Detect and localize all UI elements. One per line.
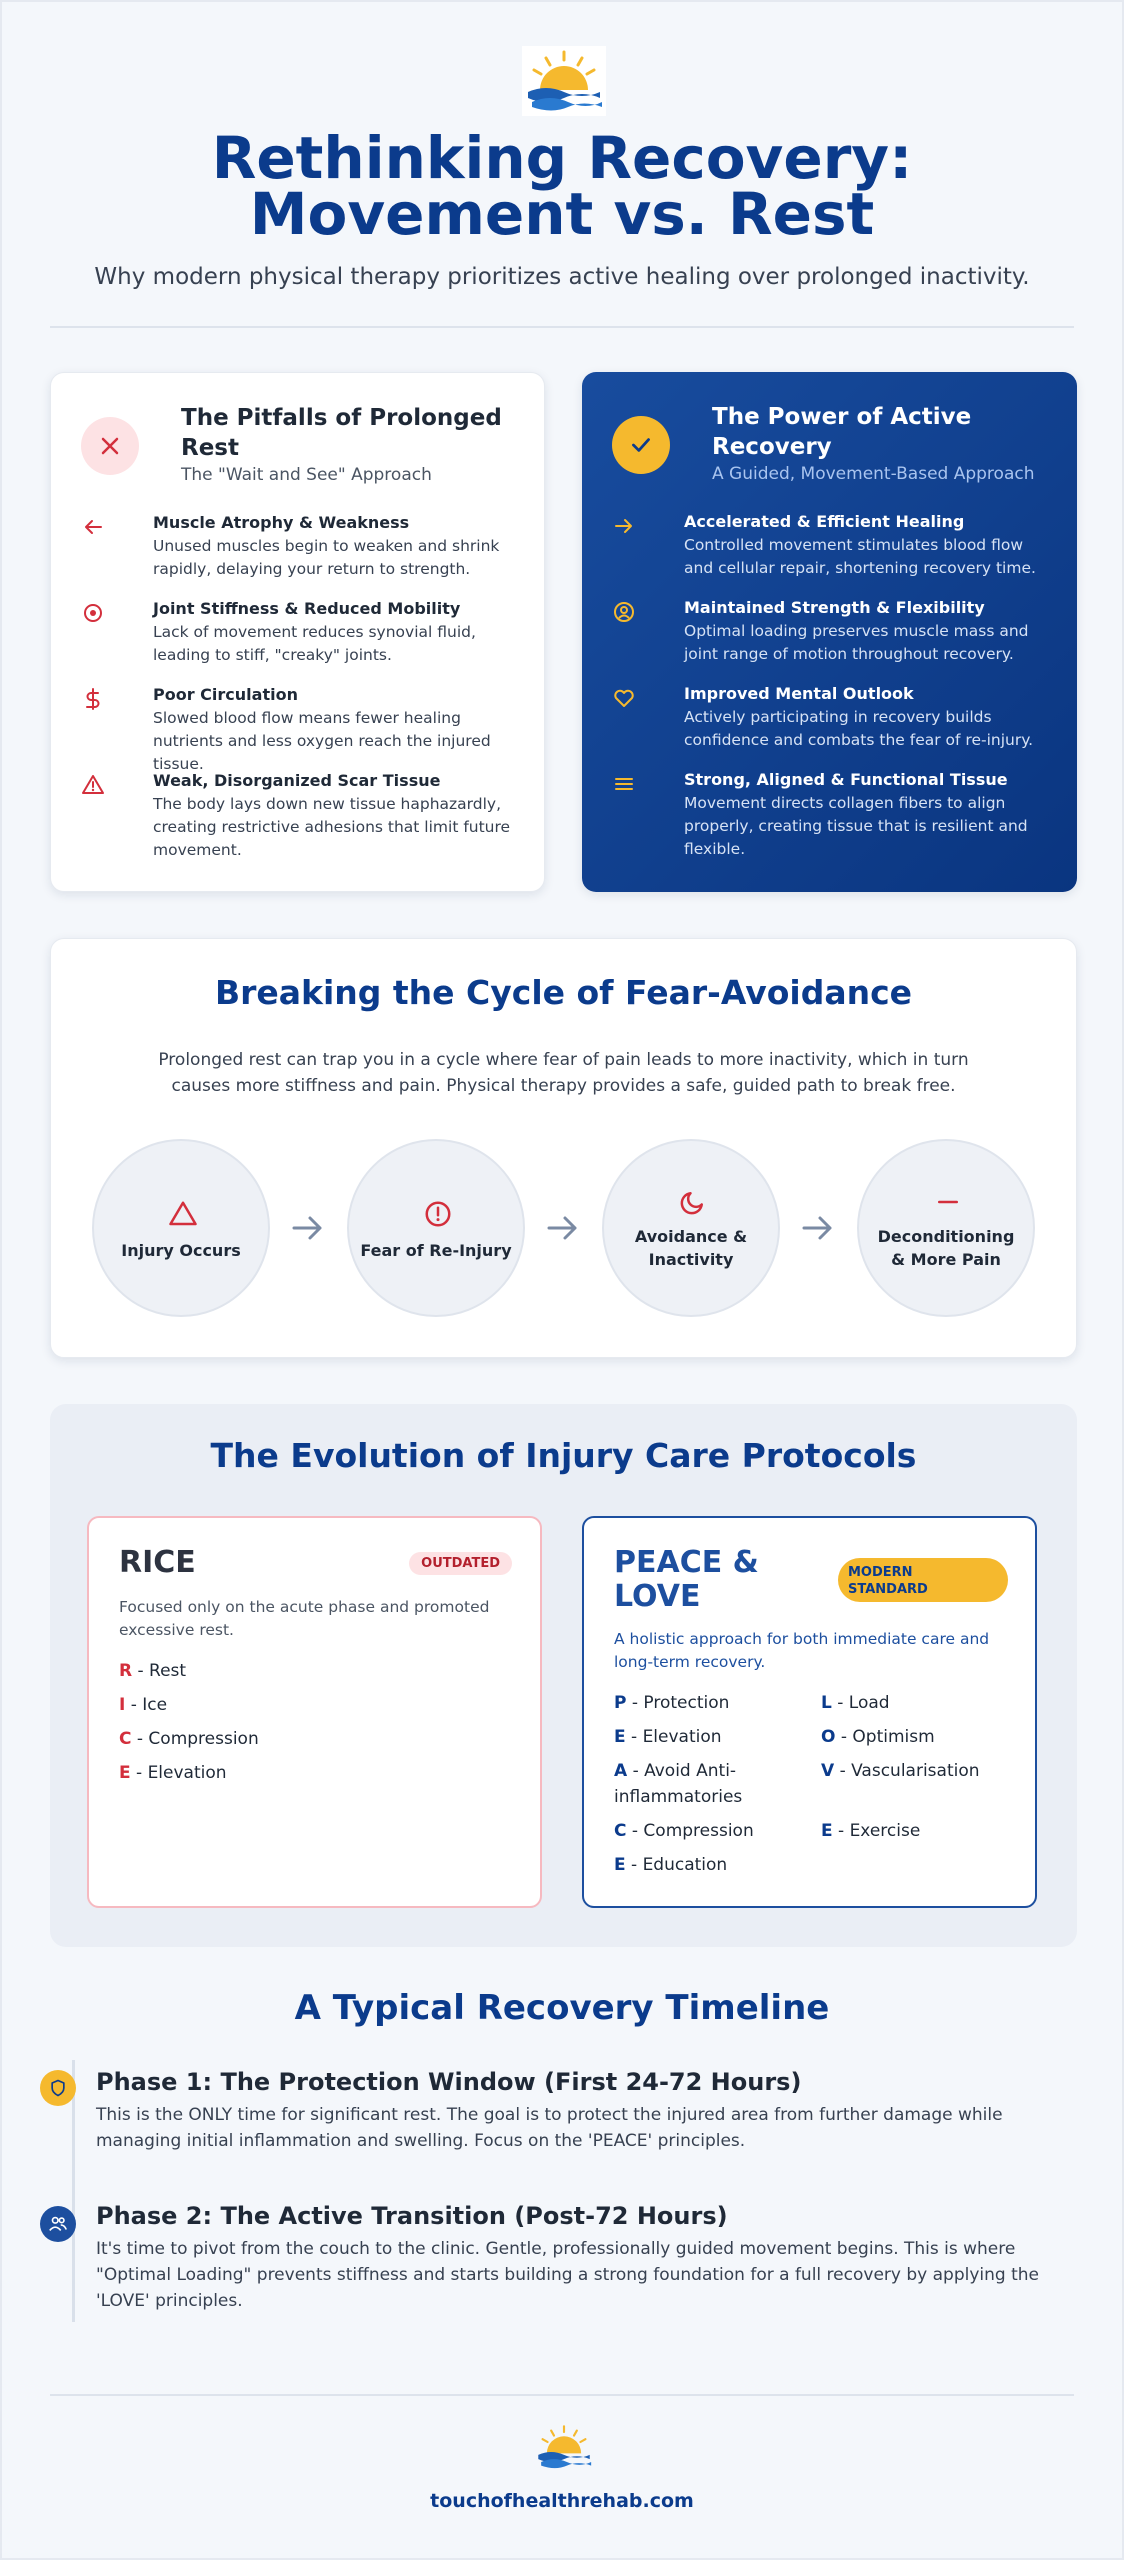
pitfall-item-title: Poor Circulation bbox=[153, 685, 298, 704]
rice-letter: E - Elevation bbox=[119, 1763, 227, 1783]
rice-letter: R - Rest bbox=[119, 1661, 187, 1681]
cycle-step-label: Deconditioning & More Pain bbox=[877, 1227, 1015, 1269]
power-title: The Power of Active Recovery bbox=[712, 404, 972, 460]
minus-icon bbox=[933, 1187, 963, 1217]
page-subtitle: Why modern physical therapy prioritizes active healing over prolonged inactivity. bbox=[94, 264, 1030, 290]
power-subtitle: A Guided, Movement-Based Approach bbox=[712, 464, 1035, 484]
page-title-line1: Rethinking Recovery: bbox=[211, 124, 913, 192]
moon-icon bbox=[678, 1187, 708, 1217]
outdated-badge: OUTDATED bbox=[409, 1552, 512, 1575]
arrow-left-icon bbox=[81, 515, 105, 539]
peace-letter: C - Compression bbox=[614, 1821, 754, 1841]
peace-letter: A - Avoid Anti-inflammatories bbox=[614, 1761, 743, 1807]
cycle-step-label: Fear of Re-Injury bbox=[360, 1241, 512, 1260]
cycle-step bbox=[92, 1139, 270, 1317]
cycle-description: Prolonged rest can trap you in a cycle where fear of pain leads to more inactivity, which in turn causes more stiffness and pain. Physical therapy provides a safe, guided path to break free. bbox=[158, 1050, 969, 1096]
peace-letter: E - Education bbox=[614, 1855, 728, 1875]
timeline-line bbox=[72, 2060, 75, 2322]
sun-over-waves-logo bbox=[533, 2422, 595, 2472]
x-icon bbox=[81, 417, 139, 475]
peace-love-name: PEACE & LOVE bbox=[614, 1545, 759, 1614]
power-item-title: Maintained Strength & Flexibility bbox=[684, 598, 985, 617]
rice-description: Focused only on the acute phase and promoted excessive rest. bbox=[119, 1598, 490, 1639]
power-item-desc: Actively participating in recovery builds confidence and combats the fear of re-injury. bbox=[684, 708, 1034, 749]
footer-website-link[interactable]: touchofhealthrehab.com bbox=[430, 2490, 694, 2512]
love-letter: O - Optimism bbox=[821, 1727, 935, 1747]
rice-letter: I - Ice bbox=[119, 1695, 168, 1715]
peace-love-card bbox=[582, 1516, 1037, 1908]
rice-card bbox=[87, 1516, 542, 1908]
pitfall-item-title: Muscle Atrophy & Weakness bbox=[153, 513, 410, 532]
pitfall-item-desc: Unused muscles begin to weaken and shrink rapidly, delaying your return to strength. bbox=[153, 537, 500, 578]
alert-circle-icon bbox=[423, 1199, 453, 1229]
user-circle-icon bbox=[612, 600, 636, 624]
phase-title: Phase 2: The Active Transition (Post-72 Hours) bbox=[96, 2202, 728, 2230]
pitfalls-card bbox=[50, 372, 545, 892]
cycle-step bbox=[602, 1139, 780, 1317]
peace-love-description: A holistic approach for both immediate care and long-term recovery. bbox=[614, 1630, 990, 1671]
users-icon bbox=[40, 2206, 76, 2242]
phase-text: This is the ONLY time for significant rest. The goal is to protect the injured area from further damage while managing initial inflammation and swelling. Focus on the 'PEACE' principles. bbox=[96, 2105, 1003, 2151]
page-title-line2: Movement vs. Rest bbox=[249, 180, 875, 248]
cycle-step bbox=[347, 1139, 525, 1317]
pitfall-item-desc: The body lays down new tissue haphazardly, creating restrictive adhesions that limit future movement. bbox=[153, 795, 511, 859]
power-card bbox=[582, 372, 1077, 892]
menu-lines-icon bbox=[612, 772, 636, 796]
check-icon bbox=[612, 416, 670, 474]
power-item-title: Improved Mental Outlook bbox=[684, 684, 914, 703]
rice-letter: C - Compression bbox=[119, 1729, 259, 1749]
timeline-title: A Typical Recovery Timeline bbox=[294, 1988, 830, 2028]
fear-avoidance-section bbox=[50, 938, 1077, 1358]
power-item-desc: Optimal loading preserves muscle mass and joint range of motion throughout recovery. bbox=[684, 622, 1029, 663]
power-item-desc: Controlled movement stimulates blood flow and cellular repair, shortening recovery time. bbox=[684, 536, 1036, 577]
arrow-right-icon bbox=[290, 1213, 326, 1243]
pitfall-item-title: Joint Stiffness & Reduced Mobility bbox=[153, 599, 461, 618]
sun-over-waves-logo bbox=[522, 46, 606, 116]
love-letter: V - Vascularisation bbox=[821, 1761, 980, 1781]
pitfall-item-title: Weak, Disorganized Scar Tissue bbox=[153, 771, 441, 790]
pitfalls-title: The Pitfalls of Prolonged Rest bbox=[181, 405, 502, 461]
shield-icon bbox=[40, 2070, 76, 2106]
footer-divider bbox=[50, 2394, 1074, 2396]
warning-triangle-icon bbox=[168, 1199, 198, 1229]
protocols-section bbox=[50, 1404, 1077, 1947]
peace-letter: E - Elevation bbox=[614, 1727, 722, 1747]
arrow-right-icon bbox=[545, 1213, 581, 1243]
peace-letter: P - Protection bbox=[614, 1693, 730, 1713]
rice-name: RICE bbox=[119, 1545, 196, 1580]
target-icon bbox=[81, 601, 105, 625]
header-divider bbox=[50, 326, 1074, 328]
modern-standard-badge: MODERN STANDARD bbox=[838, 1558, 1008, 1602]
power-item-title: Accelerated & Efficient Healing bbox=[684, 512, 965, 531]
arrow-right-icon bbox=[612, 514, 636, 538]
cycle-step bbox=[857, 1139, 1035, 1317]
love-letter: L - Load bbox=[821, 1693, 890, 1713]
pitfalls-subtitle: The "Wait and See" Approach bbox=[181, 465, 432, 485]
pitfall-item-desc: Slowed blood flow means fewer healing nutrients and less oxygen reach the injured tissue. bbox=[153, 709, 491, 773]
cycle-title: Breaking the Cycle of Fear-Avoidance bbox=[214, 973, 913, 1012]
cycle-step-label: Avoidance & Inactivity bbox=[634, 1227, 748, 1269]
power-item-title: Strong, Aligned & Functional Tissue bbox=[684, 770, 1008, 789]
pitfall-item-desc: Lack of movement reduces synovial fluid, leading to stiff, "creaky" joints. bbox=[153, 623, 476, 664]
protocols-title: The Evolution of Injury Care Protocols bbox=[210, 1436, 917, 1475]
dollar-icon bbox=[81, 687, 105, 711]
page-title bbox=[2, 124, 1122, 248]
phase-text: It's time to pivot from the couch to the clinic. Gentle, professionally guided movement begins. This is where "Optimal Loading" prevents stiffness and starts building a strong foundation for a full recovery by applying the 'LOVE' principles. bbox=[96, 2239, 1039, 2311]
warning-icon bbox=[81, 773, 105, 797]
cycle-step-label: Injury Occurs bbox=[121, 1241, 241, 1260]
phase-title: Phase 1: The Protection Window (First 24-72 Hours) bbox=[96, 2068, 802, 2096]
arrow-right-icon bbox=[800, 1213, 836, 1243]
heart-icon bbox=[612, 686, 636, 710]
power-item-desc: Movement directs collagen fibers to align properly, creating tissue that is resilient and flexible. bbox=[684, 794, 1028, 858]
love-letter: E - Exercise bbox=[821, 1821, 921, 1841]
